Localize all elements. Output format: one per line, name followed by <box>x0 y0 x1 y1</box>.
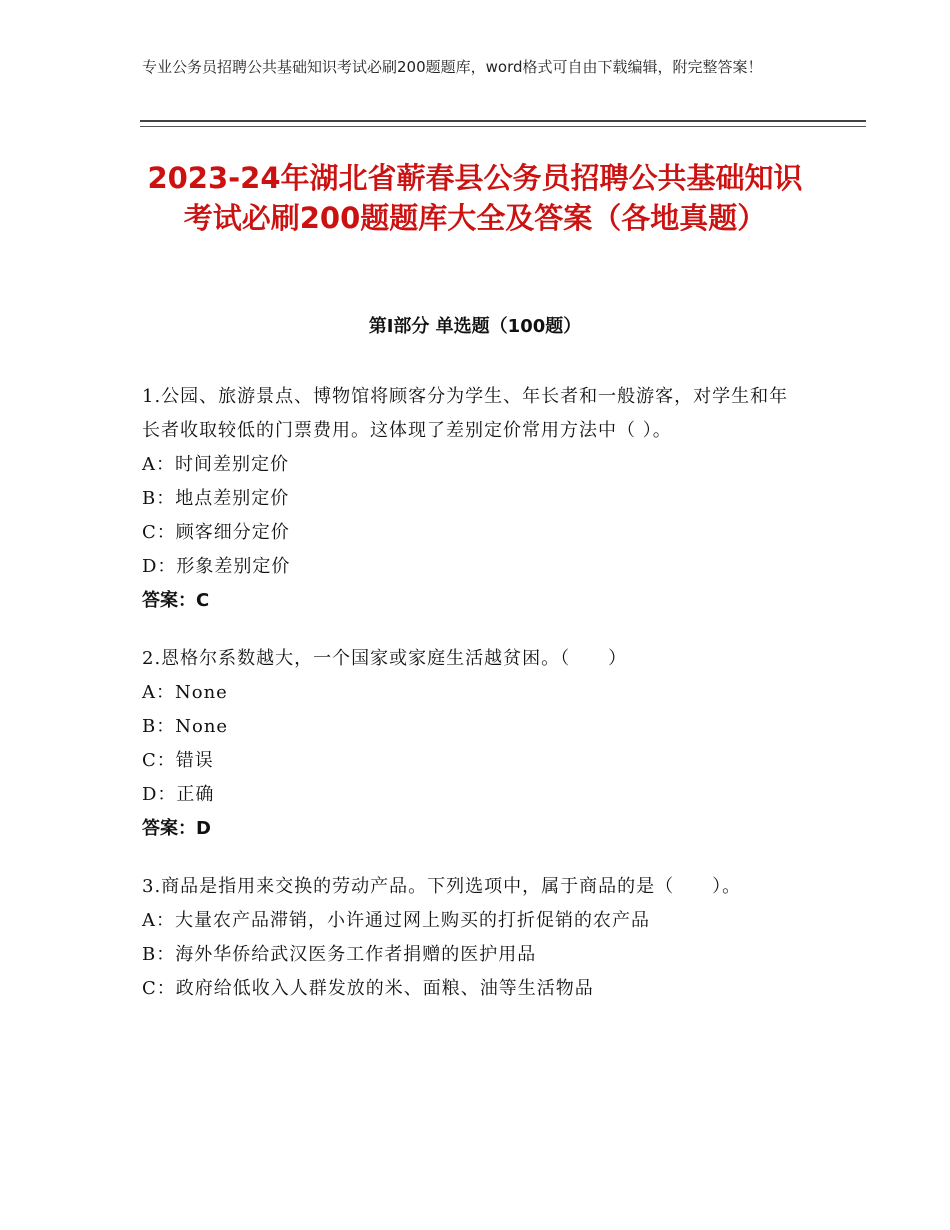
section-heading: 第Ⅰ部分 单选题（100题） <box>368 316 582 337</box>
option-c: C：顾客细分定价 <box>142 522 290 543</box>
question-1 <box>142 380 802 618</box>
option-b: B：地点差别定价 <box>142 488 290 509</box>
question-3 <box>142 870 802 1006</box>
option-d: D：形象差别定价 <box>142 556 291 577</box>
answer: 答案：D <box>142 818 211 839</box>
question-text: 1.公园、旅游景点、博物馆将顾客分为学生、年长者和一般游客，对学生和年长者收取较低的门票费用。这体现了差别定价常用方法中（ ）。 <box>142 386 789 441</box>
option-c: C：政府给低收入人群发放的米、面粮、油等生活物品 <box>142 978 594 999</box>
header-divider-thin <box>140 126 866 127</box>
question-text: 2.恩格尔系数越大，一个国家或家庭生活越贫困。（ ） <box>142 648 628 669</box>
option-a: A：时间差别定价 <box>142 454 289 475</box>
question-list <box>142 380 802 1030</box>
header-note: 专业公务员招聘公共基础知识考试必刷200题题库，word格式可自由下载编辑，附完整答案！ <box>142 58 763 76</box>
question-2 <box>142 642 802 846</box>
answer: 答案：C <box>142 590 210 611</box>
question-text: 3.商品是指用来交换的劳动产品。下列选项中，属于商品的是（ ）。 <box>142 876 742 897</box>
option-a: A：大量农产品滞销，小许通过网上购买的打折促销的农产品 <box>142 910 650 931</box>
option-a: A：None <box>142 682 228 703</box>
option-c: C：错误 <box>142 750 214 771</box>
option-b: B：None <box>142 716 229 737</box>
option-d: D：正确 <box>142 784 215 805</box>
header-divider-thick <box>140 120 866 122</box>
document-title: 2023-24年湖北省蕲春县公务员招聘公共基础知识考试必刷200题题库大全及答案（各地真题） <box>147 161 803 235</box>
option-b: B：海外华侨给武汉医务工作者捐赠的医护用品 <box>142 944 537 965</box>
